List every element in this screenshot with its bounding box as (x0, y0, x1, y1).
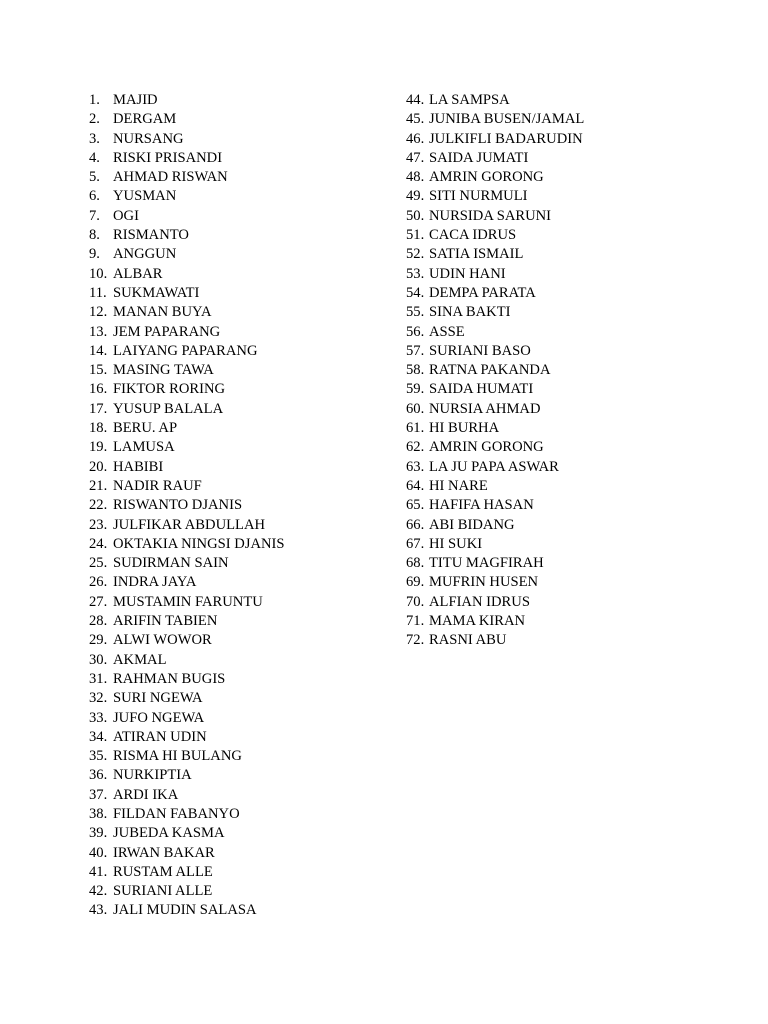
item-name: RUSTAM ALLE (113, 863, 213, 880)
list-item (406, 149, 584, 168)
list-item (89, 728, 285, 747)
list-item (89, 709, 285, 728)
list-item (406, 554, 584, 573)
item-number: 56. (406, 323, 425, 340)
item-number: 64. (406, 477, 425, 494)
list-item (89, 323, 285, 342)
item-name: ATIRAN UDIN (113, 728, 207, 745)
item-number: 71. (406, 613, 425, 630)
item-name: LAMUSA (113, 439, 175, 456)
list-item (406, 516, 584, 535)
item-number: 28. (89, 613, 108, 630)
list-item (406, 380, 584, 399)
list-item (406, 245, 584, 264)
item-number: 37. (89, 786, 108, 803)
item-number: 54. (406, 284, 425, 301)
item-name: SAIDA HUMATI (429, 381, 534, 398)
list-item (406, 187, 584, 206)
item-number: 20. (89, 458, 108, 475)
list-item (406, 496, 584, 515)
list-item (406, 612, 584, 631)
item-name: AMRIN GORONG (429, 169, 544, 186)
item-name: ALWI WOWOR (113, 632, 212, 649)
list-item (406, 573, 584, 592)
list-item (89, 438, 285, 457)
list-item (406, 303, 584, 322)
list-item (406, 226, 584, 245)
list-item (406, 631, 584, 650)
item-name: JUFO NGEWA (113, 709, 205, 726)
item-name: JULKIFLI BADARUDIN (429, 130, 583, 147)
item-number: 39. (89, 825, 108, 842)
item-name: TITU MAGFIRAH (429, 555, 544, 572)
list-item (89, 863, 285, 882)
item-name: RAHMAN BUGIS (113, 670, 226, 687)
list-item (89, 380, 285, 399)
list-item (89, 477, 285, 496)
item-number: 42. (89, 883, 108, 900)
item-name: SINA BAKTI (429, 304, 511, 321)
item-name: OGI (113, 207, 139, 224)
item-number: 36. (89, 767, 108, 784)
item-name: CACA IDRUS (429, 227, 517, 244)
list-item (406, 458, 584, 477)
item-number: 52. (406, 246, 425, 263)
item-name: ANGGUN (113, 246, 177, 263)
item-number: 11. (89, 284, 107, 301)
item-number: 68. (406, 555, 425, 572)
list-item (89, 844, 285, 863)
list-item (89, 689, 285, 708)
item-number: 35. (89, 748, 108, 765)
item-name: HI NARE (429, 477, 488, 494)
item-name: SURIANI BASO (429, 342, 531, 359)
item-name: SURI NGEWA (113, 690, 203, 707)
list-item (89, 882, 285, 901)
list-item (406, 168, 584, 187)
item-name: FIKTOR RORING (113, 381, 226, 398)
list-item (89, 187, 285, 206)
item-number: 10. (89, 265, 108, 282)
list-item (89, 400, 285, 419)
list-item (406, 130, 584, 149)
item-number: 34. (89, 728, 108, 745)
list-item (89, 149, 285, 168)
list-item (89, 91, 285, 110)
item-name: HI SUKI (429, 535, 483, 552)
item-number: 31. (89, 670, 108, 687)
item-number: 48. (406, 169, 425, 186)
item-name: YUSMAN (113, 188, 177, 205)
item-name: NURSIDA SARUNI (429, 207, 552, 224)
item-number: 13. (89, 323, 108, 340)
item-name: MANAN BUYA (113, 304, 212, 321)
item-number: 33. (89, 709, 108, 726)
item-number: 59. (406, 381, 425, 398)
list-item (89, 631, 285, 650)
item-number: 7. (89, 207, 100, 224)
item-number: 26. (89, 574, 108, 591)
list-item (406, 419, 584, 438)
item-name: JULFIKAR ABDULLAH (113, 516, 266, 533)
item-number: 62. (406, 439, 425, 456)
item-number: 22. (89, 497, 108, 514)
item-number: 53. (406, 265, 425, 282)
item-name: MASING TAWA (113, 362, 214, 379)
item-name: SURIANI ALLE (113, 883, 213, 900)
item-name: NURKIPTIA (113, 767, 192, 784)
item-number: 6. (89, 188, 100, 205)
item-number: 47. (406, 149, 425, 166)
item-name: LA JU PAPA ASWAR (429, 458, 559, 475)
item-number: 43. (89, 902, 108, 919)
list-item (406, 91, 584, 110)
item-name: DERGAM (113, 111, 177, 128)
list-item (406, 110, 584, 129)
item-name: UDIN HANI (429, 265, 506, 282)
item-name: ARDI IKA (113, 786, 179, 803)
list-item (89, 496, 285, 515)
list-item (89, 554, 285, 573)
list-item (89, 535, 285, 554)
list-item (406, 207, 584, 226)
item-number: 30. (89, 651, 108, 668)
item-number: 1. (89, 92, 100, 108)
item-number: 70. (406, 593, 425, 610)
item-name: NURSANG (113, 130, 184, 147)
item-number: 38. (89, 805, 108, 822)
item-number: 2. (89, 111, 100, 128)
item-name: HAFIFA HASAN (429, 497, 534, 514)
list-item (89, 670, 285, 689)
list-item (89, 110, 285, 129)
item-number: 63. (406, 458, 425, 475)
item-name: NADIR RAUF (113, 477, 202, 494)
item-name: RATNA PAKANDA (429, 362, 551, 379)
item-name: RISKI PRISANDI (113, 149, 223, 166)
list-item (89, 516, 285, 535)
item-number: 27. (89, 593, 108, 610)
item-name: AMRIN GORONG (429, 439, 544, 456)
item-number: 8. (89, 227, 100, 244)
list-item (89, 747, 285, 766)
item-name: JUNIBA BUSEN/JAMAL (429, 111, 585, 128)
item-number: 23. (89, 516, 108, 533)
item-number: 17. (89, 400, 108, 417)
list-item (89, 342, 285, 361)
item-number: 55. (406, 304, 425, 321)
list-item (89, 168, 285, 187)
item-number: 60. (406, 400, 425, 417)
item-name: SAIDA JUMATI (429, 149, 529, 166)
list-item (406, 284, 584, 303)
item-name: MUFRIN HUSEN (429, 574, 539, 591)
list-item (89, 361, 285, 380)
list-item (89, 245, 285, 264)
item-name: ALBAR (113, 265, 163, 282)
item-number: 9. (89, 246, 100, 263)
list-item (89, 573, 285, 592)
item-name: HI BURHA (429, 420, 500, 437)
list-item (89, 303, 285, 322)
item-number: 50. (406, 207, 425, 224)
item-name: NURSIA AHMAD (429, 400, 541, 417)
item-name: ABI BIDANG (429, 516, 515, 533)
list-item (89, 265, 285, 284)
item-name: ASSE (429, 323, 465, 340)
item-number: 51. (406, 227, 425, 244)
item-name: OKTAKIA NINGSI DJANIS (113, 535, 285, 552)
list-item (406, 342, 584, 361)
list-item (89, 419, 285, 438)
item-name: FILDAN FABANYO (113, 805, 240, 822)
item-name: MAMA KIRAN (429, 613, 526, 630)
list-item (89, 805, 285, 824)
item-number: 12. (89, 304, 108, 321)
item-name: INDRA JAYA (113, 574, 197, 591)
item-number: 49. (406, 188, 425, 205)
item-number: 29. (89, 632, 108, 649)
list-item (406, 477, 584, 496)
item-number: 41. (89, 863, 108, 880)
item-number: 15. (89, 362, 108, 379)
list-item (89, 766, 285, 785)
list-item (89, 130, 285, 149)
name-list-left-column (89, 91, 285, 921)
item-number: 19. (89, 439, 108, 456)
list-item (89, 226, 285, 245)
list-item (406, 593, 584, 612)
list-item (89, 458, 285, 477)
item-number: 18. (89, 420, 108, 437)
list-item (89, 284, 285, 303)
item-number: 45. (406, 111, 425, 128)
item-number: 16. (89, 381, 108, 398)
list-item (406, 438, 584, 457)
item-name: DEMPA PARATA (429, 284, 536, 301)
item-number: 3. (89, 130, 100, 147)
item-name: BERU. AP (113, 420, 178, 437)
item-number: 25. (89, 555, 108, 572)
item-name: SUKMAWATI (113, 284, 200, 301)
item-number: 4. (89, 149, 100, 166)
item-name: RISMA HI BULANG (113, 748, 242, 765)
name-list-right-column (406, 91, 584, 651)
list-item (406, 265, 584, 284)
item-name: RISWANTO DJANIS (113, 497, 243, 514)
item-number: 57. (406, 342, 425, 359)
list-item (406, 535, 584, 554)
item-name: AKMAL (113, 651, 167, 668)
item-number: 67. (406, 535, 425, 552)
item-number: 24. (89, 535, 108, 552)
item-name: ARIFIN TABIEN (113, 613, 218, 630)
item-name: SATIA ISMAIL (429, 246, 524, 263)
list-item (89, 651, 285, 670)
item-name: HABIBI (113, 458, 164, 475)
item-number: 58. (406, 362, 425, 379)
list-item (406, 400, 584, 419)
item-name: JEM PAPARANG (113, 323, 221, 340)
item-number: 65. (406, 497, 425, 514)
item-name: YUSUP BALALA (113, 400, 224, 417)
item-number: 32. (89, 690, 108, 707)
item-number: 44. (406, 92, 425, 108)
item-number: 21. (89, 477, 108, 494)
item-number: 46. (406, 130, 425, 147)
item-name: MUSTAMIN FARUNTU (113, 593, 263, 610)
list-item (89, 901, 285, 920)
item-name: SUDIRMAN SAIN (113, 555, 229, 572)
list-item (89, 824, 285, 843)
item-name: IRWAN BAKAR (113, 844, 215, 861)
list-item (89, 593, 285, 612)
list-item (406, 323, 584, 342)
item-name: ALFIAN IDRUS (429, 593, 530, 610)
item-name: AHMAD RISWAN (113, 169, 228, 186)
list-item (89, 207, 285, 226)
item-name: SITI NURMULI (429, 188, 528, 205)
list-item (406, 361, 584, 380)
item-name: JALI MUDIN SALASA (113, 902, 257, 919)
item-name: LA SAMPSA (429, 92, 510, 108)
item-number: 14. (89, 342, 108, 359)
item-number: 40. (89, 844, 108, 861)
item-number: 61. (406, 420, 425, 437)
list-item (89, 612, 285, 631)
item-name: MAJID (113, 92, 158, 108)
item-name: RISMANTO (113, 227, 189, 244)
list-item (89, 786, 285, 805)
item-number: 5. (89, 169, 100, 186)
item-name: JUBEDA KASMA (113, 825, 225, 842)
item-number: 72. (406, 632, 425, 649)
item-number: 66. (406, 516, 425, 533)
item-number: 69. (406, 574, 425, 591)
item-name: RASNI ABU (429, 632, 507, 649)
item-name: LAIYANG PAPARANG (113, 342, 258, 359)
